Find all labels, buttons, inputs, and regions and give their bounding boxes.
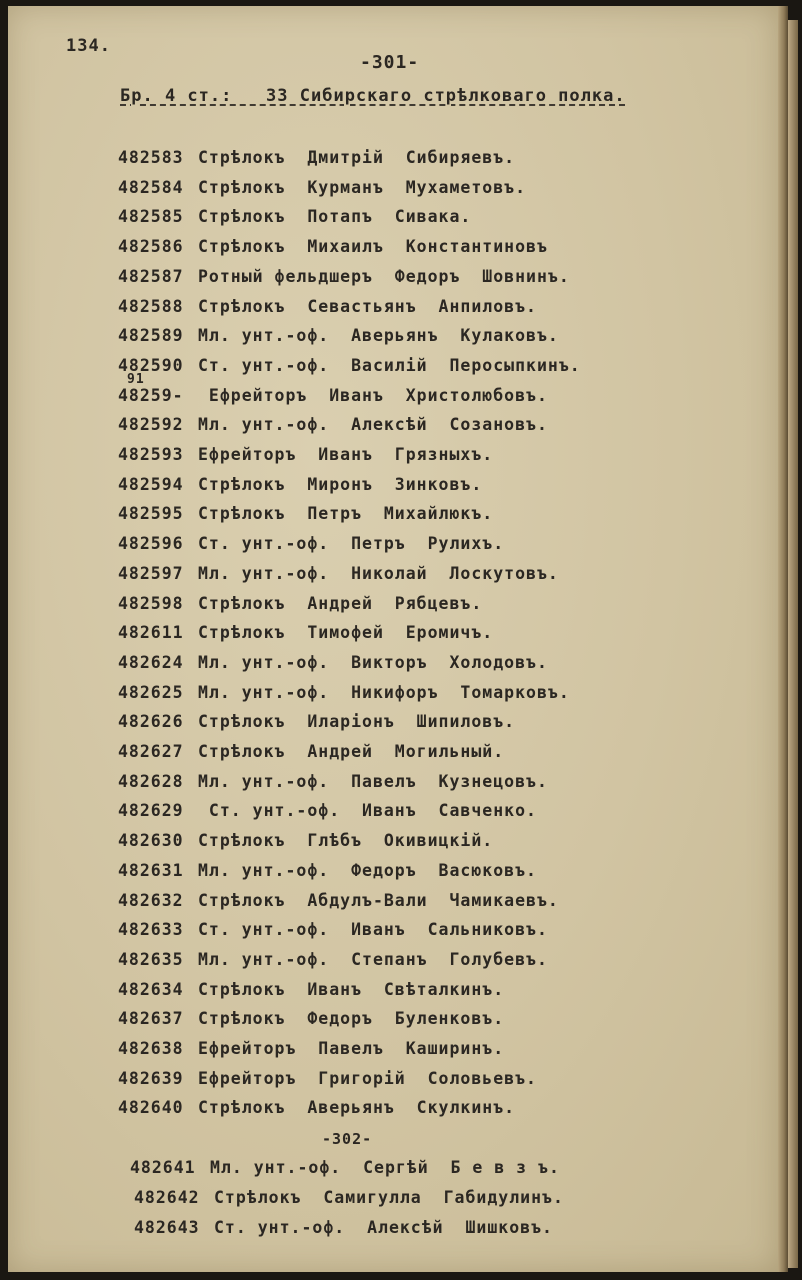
- entry-number: 482640: [118, 1098, 184, 1118]
- entry-number: 482631: [118, 860, 184, 880]
- entry-row: [118, 653, 548, 672]
- entry-number: 482630: [118, 831, 184, 851]
- entry-row: [130, 1158, 560, 1177]
- entry-number: 482628: [118, 771, 184, 791]
- entry-row: [118, 415, 548, 434]
- page-number: -301-: [360, 52, 420, 73]
- entry-number: 482634: [118, 979, 184, 999]
- entry-number: 482589: [118, 326, 184, 346]
- entry-number: 482638: [118, 1039, 184, 1058]
- entry-text: Стрѣлокъ Дмитрій Сибиряевъ.: [198, 148, 516, 167]
- entry-text: Мл. унт.-оф. Никифоръ Томарковъ.: [198, 682, 570, 702]
- entry-number: 482627: [118, 742, 184, 761]
- entry-row: [118, 1098, 515, 1117]
- entry-text: Мл. унт.-оф. Алексѣй Созановъ.: [198, 415, 548, 435]
- entry-row: [118, 1009, 504, 1028]
- entry-number: 482583: [118, 148, 184, 167]
- entry-number: 482586: [118, 237, 184, 257]
- entry-row: [118, 386, 548, 405]
- entry-row: [118, 297, 537, 316]
- entry-text: Ефрейторъ Павелъ Каширинъ.: [198, 1039, 505, 1058]
- entry-row: [118, 712, 515, 731]
- entry-text: Ст. унт.-оф. Алексѣй Шишковъ.: [214, 1218, 553, 1237]
- entry-number: 482588: [118, 296, 184, 316]
- entry-text: Стрѣлокъ Тимофей Еромичъ.: [198, 623, 494, 643]
- page-edge: [778, 6, 788, 1272]
- entry-text: Мл. унт.-оф. Степанъ Голубевъ.: [198, 949, 548, 969]
- entry-row: [118, 445, 493, 464]
- entry-row: [118, 594, 482, 613]
- entry-text: Ст. унт.-оф. Иванъ Сальниковъ.: [198, 920, 548, 940]
- entry-text: Стрѣлокъ Андрей Могильный.: [198, 742, 505, 761]
- entry-number: 482626: [118, 712, 184, 732]
- entry-row: [118, 326, 559, 345]
- page-header: Бр. 4 ст.: 33 Сибирскаго стрѣлковаго полка.: [120, 86, 626, 106]
- entry-text: Стрѣлокъ Самигулла Габидулинъ.: [214, 1188, 564, 1207]
- entry-number: 482597: [118, 563, 184, 583]
- entry-text: Мл. унт.-оф. Николай Лоскутовъ.: [198, 563, 559, 583]
- entry-text: Мл. унт.-оф. Аверьянъ Кулаковъ.: [198, 326, 559, 346]
- entry-number: 482587: [118, 266, 184, 286]
- entry-text: Стрѣлокъ Курманъ Мухаметовъ.: [198, 177, 527, 197]
- folio-number: 134.: [66, 36, 111, 56]
- entry-number: 482593: [118, 445, 184, 464]
- entry-number: 482641: [130, 1158, 196, 1177]
- entry-row: [118, 801, 537, 820]
- entry-number: 482596: [118, 534, 184, 554]
- entry-text: Стрѣлокъ Миронъ Зинковъ.: [198, 474, 483, 494]
- entry-number: 482632: [118, 890, 184, 910]
- entry-text: Ст. унт.-оф. Иванъ Савченко.: [198, 801, 537, 821]
- entry-text: Мл. унт.-оф. Федоръ Васюковъ.: [198, 860, 537, 880]
- entry-text: Стрѣлокъ Андрей Рябцевъ.: [198, 593, 483, 613]
- entry-text: Ст. унт.-оф. Петръ Рулихъ.: [198, 534, 505, 554]
- entry-number: 482642: [134, 1188, 200, 1207]
- entry-number: 482590: [118, 355, 184, 375]
- entry-row: [118, 742, 504, 761]
- entry-row: [118, 207, 471, 226]
- entry-row: [118, 1069, 537, 1088]
- entry-text: Стрѣлокъ Севастьянъ Анпиловъ.: [198, 296, 537, 316]
- entry-row: [118, 1039, 504, 1058]
- entries-list: [8, 6, 778, 1272]
- entry-row: [118, 772, 548, 791]
- entry-text: Ефрейторъ Григорій Соловьевъ.: [198, 1068, 537, 1088]
- second-page-number: -302-: [322, 1130, 373, 1148]
- entry-text: Ст. унт.-оф. Василій Перосыпкинъ.: [198, 355, 581, 375]
- entry-row: [118, 237, 548, 256]
- entry-text: Ротный фельдшеръ Федоръ Шовнинъ.: [198, 266, 570, 286]
- entry-text: Стрѣлокъ Абдулъ-Вали Чамикаевъ.: [198, 890, 559, 910]
- entry-text: Стрѣлокъ Федоръ Буленковъ.: [198, 1009, 505, 1029]
- entry-text: Стрѣлокъ Иванъ Свѣталкинъ.: [198, 979, 505, 999]
- entry-row: [118, 891, 559, 910]
- entry-number: 482633: [118, 920, 184, 940]
- entry-text: Ефрейторъ Иванъ Христолюбовъ.: [198, 385, 548, 405]
- entry-row: [118, 920, 548, 939]
- entry-number: 482629: [118, 801, 184, 821]
- entry-row: [118, 564, 559, 583]
- entry-number: 482643: [134, 1218, 200, 1237]
- page-edge-back: [788, 20, 798, 1268]
- entry-row: [118, 831, 493, 850]
- entry-text: Стрѣлокъ Михаилъ Константиновъ: [198, 237, 548, 257]
- entry-row: [118, 534, 504, 553]
- entry-row: [118, 683, 570, 702]
- entry-number: 482639: [118, 1068, 184, 1088]
- entry-number: 482624: [118, 652, 184, 672]
- entry-row: [134, 1188, 564, 1207]
- entry-number: 482585: [118, 207, 184, 227]
- entry-number: 482584: [118, 177, 184, 197]
- entry-text: Мл. унт.-оф. Павелъ Кузнецовъ.: [198, 771, 548, 791]
- entry-text: Стрѣлокъ Глѣбъ Окивицкій.: [198, 831, 494, 851]
- entry-number: 482595: [118, 504, 184, 524]
- entry-row: [134, 1218, 553, 1237]
- correction-mark: 91: [127, 372, 145, 387]
- entry-number: 482625: [118, 682, 184, 702]
- entry-row: [118, 504, 493, 523]
- document-page: [8, 6, 778, 1272]
- entry-row: [118, 980, 504, 999]
- entry-text: Стрѣлокъ Аверьянъ Скулкинъ.: [198, 1098, 516, 1118]
- entry-text: Стрѣлокъ Потапъ Сивака.: [198, 207, 472, 227]
- entry-row: [118, 356, 581, 375]
- entry-number: 482592: [118, 415, 184, 435]
- entry-number: 48259-: [118, 385, 184, 405]
- entry-text: Мл. унт.-оф. Викторъ Холодовъ.: [198, 652, 548, 672]
- entry-number: 482637: [118, 1009, 184, 1029]
- entry-number: 482594: [118, 474, 184, 494]
- entry-row: [118, 475, 482, 494]
- entry-row: [118, 861, 537, 880]
- entry-text: Мл. унт.-оф. Сергѣй Б е в з ъ.: [210, 1158, 560, 1177]
- entry-text: Стрѣлокъ Иларіонъ Шипиловъ.: [198, 712, 516, 732]
- entry-row: [118, 623, 493, 642]
- entry-row: [118, 950, 548, 969]
- entry-number: 482635: [118, 949, 184, 969]
- entry-text: Ефрейторъ Иванъ Грязныхъ.: [198, 445, 494, 464]
- entry-text: Стрѣлокъ Петръ Михайлюкъ.: [198, 504, 494, 524]
- entry-row: [118, 178, 526, 197]
- entry-row: [118, 148, 515, 167]
- entry-number: 482598: [118, 593, 184, 613]
- entry-row: [118, 267, 570, 286]
- entry-number: 482611: [118, 623, 184, 643]
